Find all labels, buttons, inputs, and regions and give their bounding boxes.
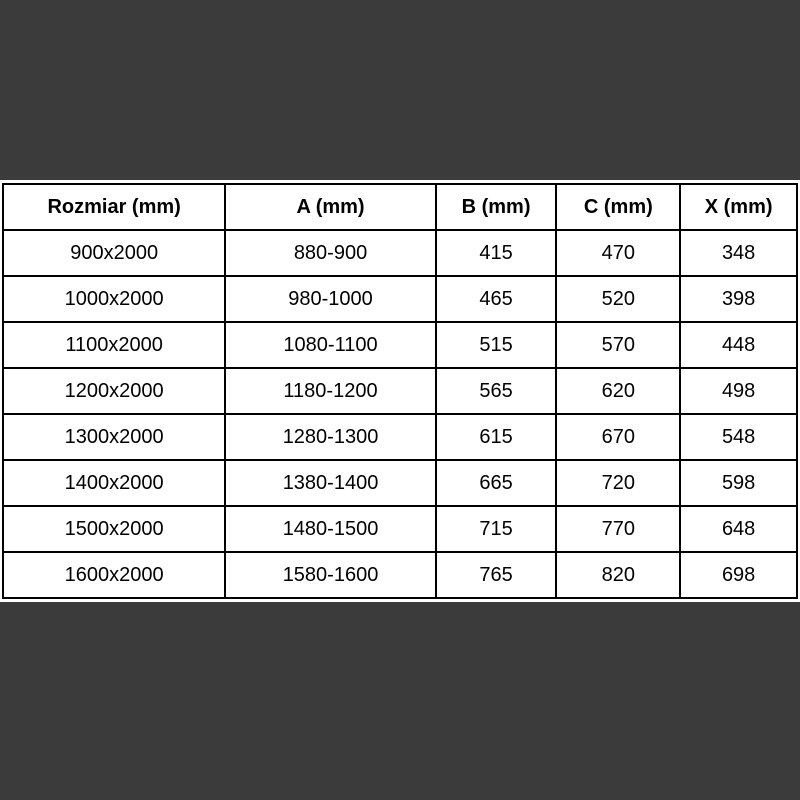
table-cell: 398 xyxy=(680,276,797,322)
table-cell: 1500x2000 xyxy=(3,506,225,552)
table-cell: 1080-1100 xyxy=(225,322,435,368)
table-cell: 880-900 xyxy=(225,230,435,276)
table-cell: 1300x2000 xyxy=(3,414,225,460)
table-cell: 520 xyxy=(556,276,680,322)
table-cell: 415 xyxy=(436,230,557,276)
table-cell: 1180-1200 xyxy=(225,368,435,414)
column-header-rozmiar: Rozmiar (mm) xyxy=(3,184,225,230)
table-row xyxy=(3,368,797,414)
table-cell: 470 xyxy=(556,230,680,276)
table-cell: 565 xyxy=(436,368,557,414)
table-cell: 720 xyxy=(556,460,680,506)
size-table-container xyxy=(0,180,800,602)
table-cell: 1200x2000 xyxy=(3,368,225,414)
table-cell: 770 xyxy=(556,506,680,552)
table-row xyxy=(3,552,797,598)
table-row xyxy=(3,230,797,276)
table-cell: 1400x2000 xyxy=(3,460,225,506)
table-cell: 620 xyxy=(556,368,680,414)
table-cell: 670 xyxy=(556,414,680,460)
table-cell: 498 xyxy=(680,368,797,414)
table-cell: 665 xyxy=(436,460,557,506)
table-cell: 698 xyxy=(680,552,797,598)
column-header-b: B (mm) xyxy=(436,184,557,230)
table-cell: 648 xyxy=(680,506,797,552)
table-row xyxy=(3,276,797,322)
table-cell: 1600x2000 xyxy=(3,552,225,598)
table-cell: 1580-1600 xyxy=(225,552,435,598)
table-cell: 1100x2000 xyxy=(3,322,225,368)
table-cell: 598 xyxy=(680,460,797,506)
header-row xyxy=(3,184,797,230)
table-row xyxy=(3,322,797,368)
table-cell: 1380-1400 xyxy=(225,460,435,506)
table-cell: 980-1000 xyxy=(225,276,435,322)
table-cell: 548 xyxy=(680,414,797,460)
table-cell: 820 xyxy=(556,552,680,598)
table-cell: 1480-1500 xyxy=(225,506,435,552)
table-cell: 448 xyxy=(680,322,797,368)
column-header-c: C (mm) xyxy=(556,184,680,230)
table-cell: 715 xyxy=(436,506,557,552)
size-table xyxy=(2,183,798,599)
table-cell: 1280-1300 xyxy=(225,414,435,460)
table-body xyxy=(3,230,797,598)
column-header-x: X (mm) xyxy=(680,184,797,230)
table-row xyxy=(3,506,797,552)
table-cell: 900x2000 xyxy=(3,230,225,276)
table-cell: 1000x2000 xyxy=(3,276,225,322)
table-row xyxy=(3,460,797,506)
table-cell: 765 xyxy=(436,552,557,598)
table-row xyxy=(3,414,797,460)
table-cell: 615 xyxy=(436,414,557,460)
table-cell: 348 xyxy=(680,230,797,276)
table-cell: 570 xyxy=(556,322,680,368)
table-cell: 465 xyxy=(436,276,557,322)
column-header-a: A (mm) xyxy=(225,184,435,230)
table-cell: 515 xyxy=(436,322,557,368)
